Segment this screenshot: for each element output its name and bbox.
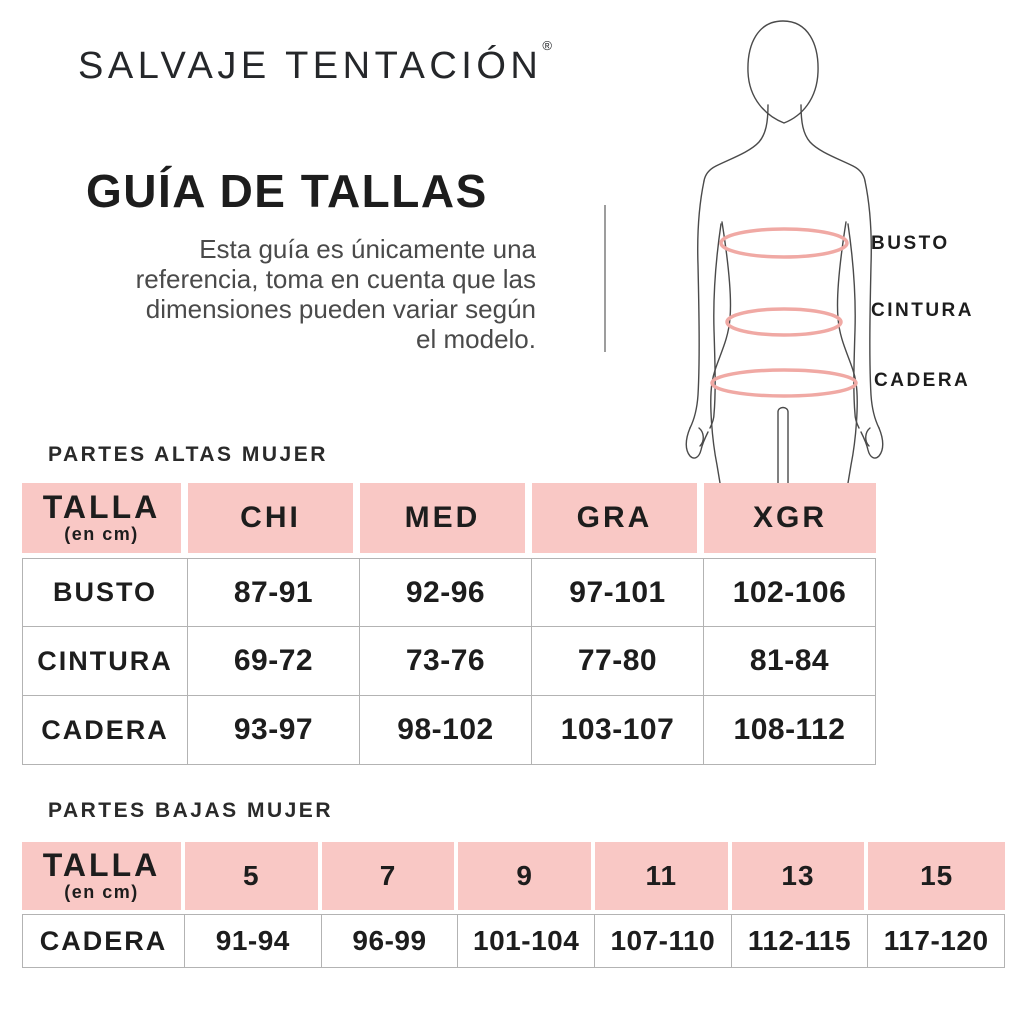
row-label: BUSTO xyxy=(52,577,157,607)
waist-measurement-line xyxy=(727,309,841,335)
intro-line: referencia, toma en cuenta que las xyxy=(135,264,536,294)
header-cell-size xyxy=(188,483,360,553)
intro-line: Esta guía es únicamente una xyxy=(199,234,536,264)
size-header-cell xyxy=(360,483,525,553)
value-cell xyxy=(868,914,1005,968)
header-cell-size xyxy=(732,842,869,910)
size-label: 7 xyxy=(379,860,397,891)
value: 77-80 xyxy=(577,644,658,677)
intro-description xyxy=(36,234,536,354)
registered-mark-icon: ® xyxy=(542,38,552,53)
talla-unit-label: (en cm) xyxy=(64,881,139,902)
value-cell xyxy=(188,627,360,696)
header-cell-size xyxy=(595,842,732,910)
size-header-cell xyxy=(185,842,318,910)
size-header-cell xyxy=(595,842,728,910)
size-label: 9 xyxy=(516,860,533,891)
figure-label-cintura: CINTURA xyxy=(871,300,974,321)
value-cell xyxy=(704,696,876,765)
figure-label-busto: BUSTO xyxy=(871,233,950,254)
value: 108-112 xyxy=(733,713,846,746)
table-partes-altas xyxy=(22,483,876,765)
value-cell xyxy=(595,914,732,968)
female-body-figure-illustration xyxy=(600,0,1024,483)
value: 93-97 xyxy=(233,713,314,746)
value: 91-94 xyxy=(215,925,290,956)
size-header-cell xyxy=(322,842,455,910)
value: 101-104 xyxy=(473,925,580,956)
row-label: CINTURA xyxy=(37,645,173,676)
row-label-cell xyxy=(22,627,188,696)
value: 69-72 xyxy=(233,644,314,677)
header-cell-talla xyxy=(22,842,185,910)
hip-measurement-line xyxy=(712,370,856,396)
value: 107-110 xyxy=(610,925,716,956)
body-outline xyxy=(686,21,883,483)
value: 81-84 xyxy=(749,644,830,677)
section-title-partes-altas: PARTES ALTAS MUJER xyxy=(48,443,328,466)
value-cell xyxy=(532,627,704,696)
header-cell-size xyxy=(322,842,459,910)
size-label: XGR xyxy=(752,501,827,534)
table-body xyxy=(22,914,1005,968)
value-cell xyxy=(532,696,704,765)
value-cell xyxy=(188,696,360,765)
intro-line: el modelo. xyxy=(416,324,536,354)
table-header-row xyxy=(22,842,1005,910)
talla-header-cell xyxy=(22,842,181,910)
value: 87-91 xyxy=(233,575,314,609)
size-header-cell xyxy=(532,483,697,553)
size-label: MED xyxy=(404,501,481,534)
value: 102-106 xyxy=(732,575,847,609)
header-cell-size xyxy=(532,483,704,553)
value: 103-107 xyxy=(560,713,675,746)
value-cell xyxy=(185,914,322,968)
page-title: GUÍA DE TALLAS xyxy=(86,165,488,217)
talla-label: TALLA xyxy=(42,846,161,883)
value-cell xyxy=(322,914,459,968)
value-cell xyxy=(188,558,360,627)
value-cell xyxy=(458,914,595,968)
value: 73-76 xyxy=(405,644,486,677)
header-cell-talla xyxy=(22,483,188,553)
value-cell xyxy=(532,558,704,627)
size-header-cell xyxy=(704,483,876,553)
value: 98-102 xyxy=(397,713,494,746)
row-label-cell xyxy=(22,696,188,765)
size-label: 13 xyxy=(781,860,815,891)
size-header-cell xyxy=(868,842,1005,910)
value: 112-115 xyxy=(747,925,852,956)
size-header-cell xyxy=(458,842,591,910)
row-label-cell xyxy=(22,558,188,627)
header-cell-size xyxy=(704,483,876,553)
header-cell-size xyxy=(868,842,1005,910)
brand-name: SALVAJE TENTACIÓN xyxy=(78,45,543,87)
talla-header-cell xyxy=(22,483,181,553)
section-title-partes-bajas: PARTES BAJAS MUJER xyxy=(48,799,333,822)
value-cell xyxy=(360,558,532,627)
size-label: GRA xyxy=(576,501,653,534)
bust-measurement-line xyxy=(721,229,847,257)
value-cell xyxy=(704,627,876,696)
size-label: 11 xyxy=(645,860,678,891)
measurement-lines xyxy=(712,229,856,396)
row-label-cell xyxy=(22,914,185,968)
table-partes-bajas xyxy=(22,842,1005,968)
header-cell-size xyxy=(458,842,595,910)
value: 92-96 xyxy=(405,575,486,609)
brand-logo xyxy=(78,38,552,88)
size-label: 5 xyxy=(243,860,260,891)
talla-unit-label: (en cm) xyxy=(64,523,139,544)
intro-line: dimensiones pueden variar según xyxy=(145,294,536,324)
value: 97-101 xyxy=(569,575,666,609)
row-label: CADERA xyxy=(41,714,169,745)
table-header-row xyxy=(22,483,876,553)
size-label: CHI xyxy=(240,501,301,534)
row-label: CADERA xyxy=(39,925,168,956)
size-header-cell xyxy=(188,483,353,553)
value-cell xyxy=(360,696,532,765)
header-cell-size xyxy=(185,842,322,910)
value-cell xyxy=(732,914,869,968)
size-header-cell xyxy=(732,842,865,910)
table-body xyxy=(22,558,876,765)
value: 96-99 xyxy=(352,925,427,956)
value-cell xyxy=(360,627,532,696)
talla-label: TALLA xyxy=(42,488,161,525)
value-cell xyxy=(704,558,876,627)
size-label: 15 xyxy=(920,860,954,891)
figure-label-cadera: CADERA xyxy=(874,370,971,391)
header-cell-size xyxy=(360,483,532,553)
value: 117-120 xyxy=(883,925,989,956)
